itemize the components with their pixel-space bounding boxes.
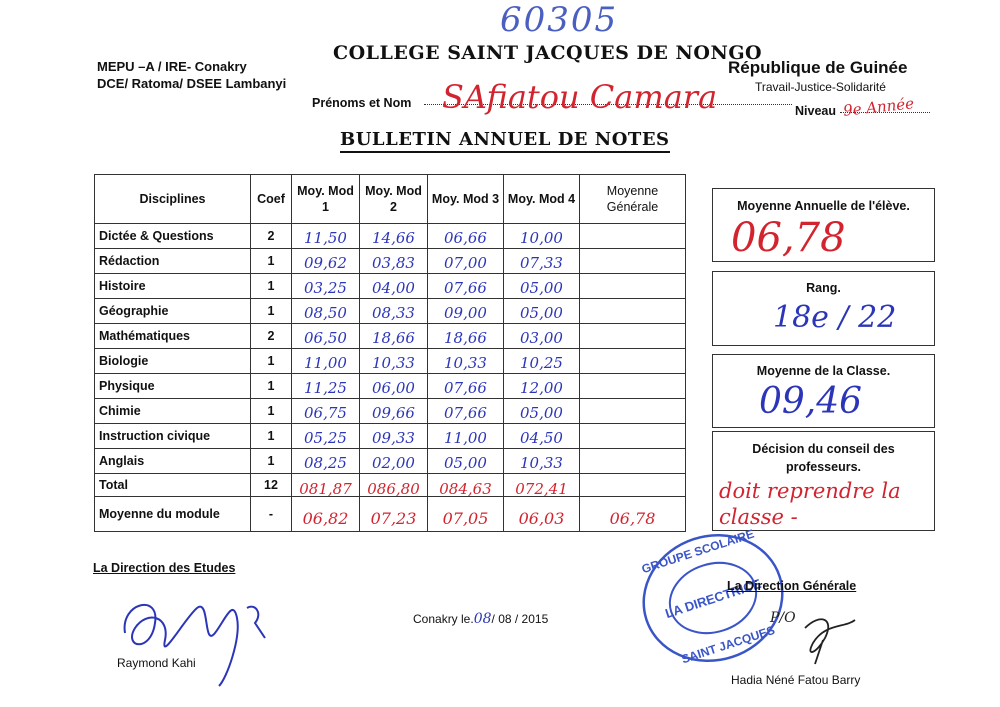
- grade-cell-m1-value: 08,50: [304, 304, 347, 322]
- grade-cell-m2: [360, 224, 428, 249]
- grade-cell-m4: [504, 424, 580, 449]
- grade-cell-m2: [360, 349, 428, 374]
- class-average-label: Moyenne de la Classe.: [756, 364, 891, 378]
- grade-cell-m2-value: 03,83: [372, 254, 415, 272]
- grades-table: [94, 174, 686, 532]
- moyenne-row-m3: [428, 497, 504, 532]
- grade-cell-m4-value: 10,25: [520, 354, 563, 372]
- grade-cell-mg: [580, 249, 686, 274]
- grade-cell-m4: [504, 399, 580, 424]
- grade-cell-m4: [504, 249, 580, 274]
- moyenne-row-m1: [292, 497, 360, 532]
- total-row-mg: [580, 474, 686, 497]
- total-row-coef: 12: [251, 474, 292, 497]
- place-date-prefix: Conakry le.: [413, 612, 474, 626]
- date-rest: / 08 / 2015: [491, 612, 549, 626]
- total-row-m2-value: 086,80: [367, 480, 420, 498]
- grade-cell-m4-value: 03,00: [520, 329, 563, 347]
- header-mod1: Moy. Mod 1: [292, 175, 360, 224]
- grade-cell-m2: [360, 299, 428, 324]
- grade-cell-m3: [428, 274, 504, 299]
- grade-cell-m1: [292, 424, 360, 449]
- grade-cell-m4-value: 05,00: [520, 404, 563, 422]
- decision-box: [712, 431, 935, 531]
- moyenne-row-m2: [360, 497, 428, 532]
- grade-cell-m1: [292, 399, 360, 424]
- table-row: [95, 274, 686, 299]
- student-average-label: Moyenne Annuelle de l'élève.: [737, 199, 910, 213]
- grade-cell-m2-value: 08,33: [372, 304, 415, 322]
- national-motto: Travail-Justice-Solidarité: [755, 80, 886, 94]
- grades-body: [95, 224, 686, 532]
- name-label: Prénoms et Nom: [312, 96, 412, 110]
- grade-cell-m1-value: 11,25: [304, 379, 347, 397]
- grade-cell-m2-value: 14,66: [372, 229, 415, 247]
- table-row: [95, 349, 686, 374]
- moyenne-row-m3-value: 07,05: [442, 509, 489, 528]
- class-average-value: 09,46: [759, 381, 863, 422]
- signer-left-name: Raymond Kahi: [117, 656, 196, 670]
- total-row-label: Total: [95, 474, 251, 497]
- grade-cell-m1-value: 11,50: [304, 229, 347, 247]
- bulletin-title: BULLETIN ANNUEL DE NOTES: [340, 129, 670, 153]
- grade-cell-m4-value: 04,50: [520, 429, 563, 447]
- moyenne-row-m1-value: 06,82: [302, 509, 349, 528]
- table-row: [95, 374, 686, 399]
- grade-cell-m1-value: 11,00: [304, 354, 347, 372]
- grade-cell-m3: [428, 374, 504, 399]
- discipline-cell: Chimie: [95, 399, 251, 424]
- grade-cell-m3-value: 07,00: [444, 254, 487, 272]
- total-row-m1: [292, 474, 360, 497]
- student-average-box: [712, 188, 935, 262]
- grade-cell-m4: [504, 324, 580, 349]
- moyenne-row-m2-value: 07,23: [370, 509, 417, 528]
- grade-cell-mg: [580, 374, 686, 399]
- coef-cell: 1: [251, 449, 292, 474]
- total-row-m4-value: 072,41: [515, 480, 568, 498]
- level-label: Niveau: [795, 104, 836, 118]
- discipline-cell: Anglais: [95, 449, 251, 474]
- svg-text:GROUPE SCOLAIRE: GROUPE SCOLAIRE: [639, 526, 756, 577]
- grade-cell-m2-value: 09,33: [372, 429, 415, 447]
- grade-cell-m4: [504, 374, 580, 399]
- grade-cell-m3-value: 09,00: [444, 304, 487, 322]
- signature-po-text: P/O: [770, 610, 796, 626]
- signer-right-name: Hadia Néné Fatou Barry: [731, 673, 861, 687]
- grade-cell-m2: [360, 274, 428, 299]
- grade-cell-m3: [428, 424, 504, 449]
- grade-cell-m4: [504, 449, 580, 474]
- total-row-m3-value: 084,63: [439, 480, 492, 498]
- table-row: [95, 424, 686, 449]
- date-day: 08: [473, 611, 492, 627]
- grade-cell-m3-value: 18,66: [444, 329, 487, 347]
- grade-cell-m1-value: 09,62: [304, 254, 347, 272]
- signature-direction-etudes: [115, 578, 285, 688]
- direction-generale-label: La Direction Générale: [727, 579, 857, 593]
- discipline-cell: Géographie: [95, 299, 251, 324]
- table-row: [95, 324, 686, 349]
- grade-cell-m2: [360, 324, 428, 349]
- admin-line-1: MEPU –A / IRE- Conakry: [97, 59, 247, 74]
- header-coef: Coef: [251, 175, 292, 224]
- grade-cell-m1: [292, 374, 360, 399]
- discipline-cell: Rédaction: [95, 249, 251, 274]
- document-number: 60305: [500, 0, 619, 40]
- grade-cell-m2: [360, 399, 428, 424]
- grade-cell-m2-value: 09,66: [372, 404, 415, 422]
- grade-cell-mg: [580, 274, 686, 299]
- coef-cell: 2: [251, 324, 292, 349]
- grade-cell-m4-value: 07,33: [520, 254, 563, 272]
- discipline-cell: Histoire: [95, 274, 251, 299]
- rank-label: Rang.: [806, 281, 841, 295]
- grade-cell-m1: [292, 274, 360, 299]
- coef-cell: 1: [251, 399, 292, 424]
- grade-cell-m3-value: 07,66: [444, 379, 487, 397]
- grade-cell-m4: [504, 274, 580, 299]
- header-disciplines: Disciplines: [95, 175, 251, 224]
- grade-cell-m4: [504, 299, 580, 324]
- table-row: [95, 224, 686, 249]
- coef-cell: 1: [251, 349, 292, 374]
- total-row: [95, 474, 686, 497]
- school-name: COLLEGE SAINT JACQUES DE NONGO: [333, 42, 763, 64]
- decision-value: doit reprendre la classe -: [719, 479, 901, 529]
- grade-cell-m3: [428, 449, 504, 474]
- grade-cell-m3: [428, 324, 504, 349]
- grade-cell-mg: [580, 224, 686, 249]
- decision-label: Décision du conseil des professeurs.: [752, 442, 895, 474]
- moyenne-row-coef: -: [251, 497, 292, 532]
- discipline-cell: Dictée & Questions: [95, 224, 251, 249]
- grade-cell-m1-value: 06,50: [304, 329, 347, 347]
- total-row-m2: [360, 474, 428, 497]
- table-row: [95, 249, 686, 274]
- grade-cell-m2: [360, 424, 428, 449]
- moyenne-row-m4-value: 06,03: [518, 509, 565, 528]
- moyenne-row: [95, 497, 686, 532]
- grade-cell-m1: [292, 249, 360, 274]
- total-row-m3: [428, 474, 504, 497]
- grade-cell-m3-value: 05,00: [444, 454, 487, 472]
- grade-cell-m3: [428, 224, 504, 249]
- grade-cell-m1-value: 03,25: [304, 279, 347, 297]
- grade-cell-m2-value: 18,66: [372, 329, 415, 347]
- republic-title: République de Guinée: [728, 58, 908, 77]
- grade-cell-m3-value: 07,66: [444, 279, 487, 297]
- grade-cell-m2-value: 02,00: [372, 454, 415, 472]
- table-row: [95, 299, 686, 324]
- level-value: 9e Année: [842, 94, 915, 120]
- place-date: [413, 611, 548, 627]
- header-mod3: Moy. Mod 3: [428, 175, 504, 224]
- moyenne-row-mg-value: 06,78: [609, 509, 656, 528]
- moyenne-row-m4: [504, 497, 580, 532]
- discipline-cell: Physique: [95, 374, 251, 399]
- grade-cell-m4-value: 05,00: [520, 279, 563, 297]
- header-mod2: Moy. Mod 2: [360, 175, 428, 224]
- coef-cell: 1: [251, 374, 292, 399]
- grade-cell-m4: [504, 224, 580, 249]
- grade-cell-m3-value: 07,66: [444, 404, 487, 422]
- grade-cell-m2: [360, 374, 428, 399]
- class-average-box: [712, 354, 935, 428]
- total-row-m4: [504, 474, 580, 497]
- grade-cell-mg: [580, 324, 686, 349]
- grade-cell-m1-value: 06,75: [304, 404, 347, 422]
- grade-cell-m4-value: 10,00: [520, 229, 563, 247]
- header-mod4: Moy. Mod 4: [504, 175, 580, 224]
- coef-cell: 1: [251, 249, 292, 274]
- grade-cell-m2: [360, 249, 428, 274]
- grade-cell-m1: [292, 299, 360, 324]
- table-header-row: [95, 175, 686, 224]
- grade-cell-m4-value: 10,33: [520, 454, 563, 472]
- signature-direction-generale: [765, 598, 875, 668]
- grade-cell-m3-value: 06,66: [444, 229, 487, 247]
- grade-cell-mg: [580, 399, 686, 424]
- grade-cell-mg: [580, 299, 686, 324]
- grade-cell-m3: [428, 399, 504, 424]
- table-row: [95, 399, 686, 424]
- grade-cell-m2-value: 10,33: [372, 354, 415, 372]
- moyenne-row-label: Moyenne du module: [95, 497, 251, 532]
- rank-box: [712, 271, 935, 346]
- grade-cell-m1: [292, 324, 360, 349]
- grade-cell-m3-value: 10,33: [444, 354, 487, 372]
- grade-cell-m4-value: 12,00: [520, 379, 563, 397]
- header-moyenne-generale: Moyenne Générale: [580, 175, 686, 224]
- total-row-m1-value: 081,87: [299, 480, 352, 498]
- coef-cell: 1: [251, 424, 292, 449]
- discipline-cell: Mathématiques: [95, 324, 251, 349]
- svg-text:LA DIRECTRICE: LA DIRECTRICE: [663, 575, 763, 622]
- grade-cell-mg: [580, 449, 686, 474]
- rank-value: 18e / 22: [773, 300, 897, 335]
- discipline-cell: Biologie: [95, 349, 251, 374]
- grade-cell-m1: [292, 349, 360, 374]
- student-name: SAfiatou Camara: [442, 78, 718, 116]
- grade-cell-m2-value: 06,00: [372, 379, 415, 397]
- grade-cell-m2: [360, 449, 428, 474]
- grade-cell-m1-value: 05,25: [304, 429, 347, 447]
- grade-cell-m3-value: 11,00: [444, 429, 487, 447]
- grade-cell-m1: [292, 224, 360, 249]
- table-row: [95, 449, 686, 474]
- grade-cell-m3: [428, 349, 504, 374]
- grade-cell-mg: [580, 424, 686, 449]
- admin-header: [97, 58, 286, 92]
- svg-text:SAINT JACQUES: SAINT JACQUES: [679, 622, 777, 667]
- grade-cell-m3: [428, 249, 504, 274]
- grade-cell-mg: [580, 349, 686, 374]
- grade-cell-m4: [504, 349, 580, 374]
- admin-line-2: DCE/ Ratoma/ DSEE Lambanyi: [97, 76, 287, 91]
- grade-cell-m4-value: 05,00: [520, 304, 563, 322]
- grade-cell-m1: [292, 449, 360, 474]
- coef-cell: 1: [251, 274, 292, 299]
- coef-cell: 1: [251, 299, 292, 324]
- discipline-cell: Instruction civique: [95, 424, 251, 449]
- student-average-value: 06,78: [731, 215, 846, 261]
- direction-etudes-label: La Direction des Etudes: [93, 561, 236, 575]
- coef-cell: 2: [251, 224, 292, 249]
- grade-cell-m2-value: 04,00: [372, 279, 415, 297]
- grade-cell-m3: [428, 299, 504, 324]
- grade-cell-m1-value: 08,25: [304, 454, 347, 472]
